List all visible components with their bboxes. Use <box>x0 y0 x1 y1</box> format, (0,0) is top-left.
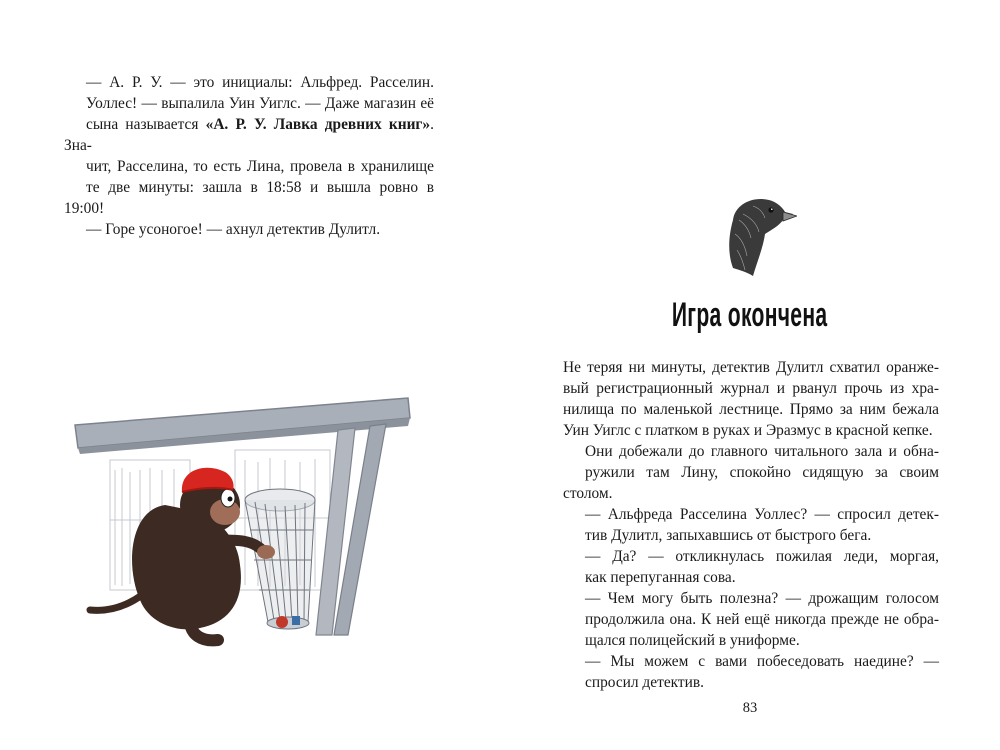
paragraph <box>563 504 939 546</box>
text-line: вый регистрационный журнал и рванул прочь из хра- <box>563 380 939 397</box>
text-line: продолжила она. К ней ещё никогда прежде не обра- <box>585 611 939 628</box>
text-line: Не теряя ни минуты, детектив Дулитл схватил оранже- <box>563 359 939 376</box>
text-line: ружили там Лину, спокойно сидящую за своим столом. <box>563 464 939 502</box>
paragraph <box>563 441 939 504</box>
paragraph <box>563 546 939 588</box>
text-line: Они добежали до главного читального зала и обна- <box>585 443 939 460</box>
monkey-illustration <box>70 390 415 650</box>
text-line: — Альфреда Расселина Уоллес? — спросил детек- <box>585 506 939 523</box>
text-line: сына называется «А. Р. У. Лавка древних книг». Зна- <box>64 116 434 154</box>
text-line: — Мы можем с вами побеседовать наедине? — <box>585 653 939 670</box>
finch-head-icon <box>713 190 797 280</box>
chapter-title: Игра окончена <box>671 296 828 334</box>
text-line: щался полицейский в униформе. <box>585 632 800 649</box>
bold-shop-name: «А. Р. У. Лавка древних книг» <box>205 116 431 133</box>
paragraph <box>563 357 939 441</box>
paragraph <box>563 588 939 651</box>
page-number: 83 <box>742 700 758 716</box>
text-line: тив Дулитл, запыхавшись от быстрого бега. <box>585 527 872 544</box>
left-page-text <box>64 72 434 240</box>
paragraph <box>64 72 434 219</box>
text-line: — Горе усоногое! — ахнул детектив Дулитл. <box>86 221 381 238</box>
text-line: — Да? — откликнулась пожилая леди, моргая, <box>585 548 939 565</box>
text-line: нилища по маленькой лестнице. Прямо за ним бежала <box>563 401 939 418</box>
text-line: — А. Р. У. — это инициалы: Альфред. Расселин. <box>86 74 434 91</box>
text-line: как перепуганная сова. <box>585 569 736 586</box>
text-line: Уин Уиглс с платком в руках и Эразмус в красной кепке. <box>563 422 933 439</box>
paragraph <box>64 219 434 240</box>
right-page <box>500 0 1000 750</box>
text-line: Уоллес! — выпалила Уин Уиглс. — Даже магазин её <box>86 95 434 112</box>
paragraph <box>563 651 939 693</box>
text-line: — Чем могу быть полезна? — дрожащим голосом <box>585 590 939 607</box>
right-page-text <box>563 357 939 693</box>
text-line: чит, Расселина, то есть Лина, провела в хранилище <box>86 158 434 175</box>
text-line: спросил детектив. <box>585 674 705 691</box>
text-line: те две минуты: зашла в 18:58 и вышла ровно в 19:00! <box>64 179 434 217</box>
